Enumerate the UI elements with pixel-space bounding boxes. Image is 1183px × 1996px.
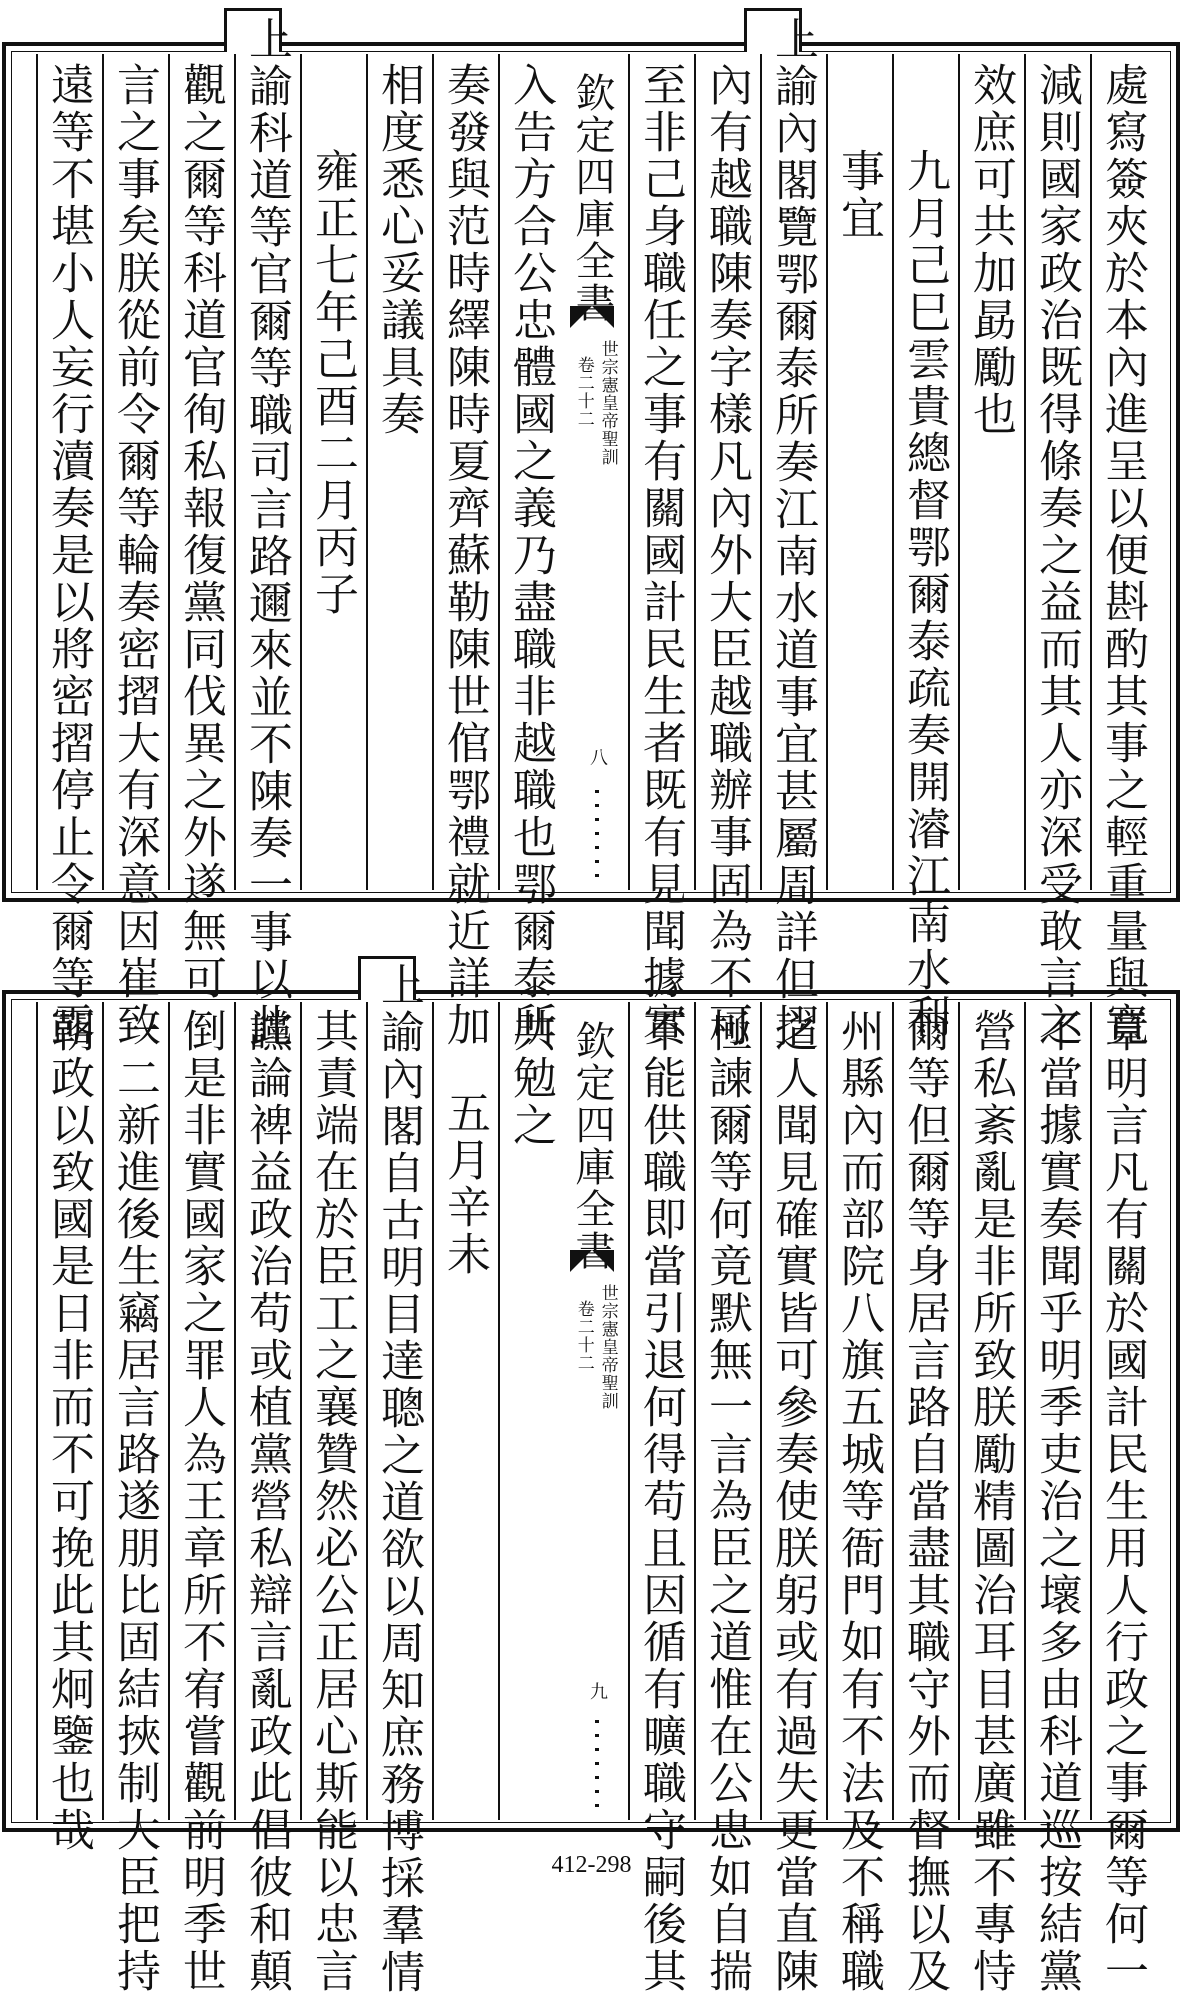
top-center-volume: 卷二十二 (573, 356, 594, 428)
text-column: 爾等但爾等身居言路自當盡其職守外而督撫以及 (899, 1008, 950, 1995)
bottom-center-dots (595, 1720, 599, 1810)
text-column: 事宜 (833, 148, 884, 242)
text-column: 內有越職陳奏字樣凡內外大臣越職辦事固為不可 (701, 62, 752, 1049)
text-column: 之人聞見確實皆可參奏使朕躬或有過失更當直陳 (767, 1008, 818, 1995)
text-column: 共勉之 (505, 1008, 556, 1149)
text-column: 不當據實奏聞乎明季吏治之壞多由科道巡按結黨 (1031, 1008, 1082, 1995)
bottom-center-volume: 卷二十二 (573, 1300, 594, 1372)
top-center-title: 欽定四庫全書 (569, 72, 615, 324)
text-column: 極諫爾等何竟默無一言為臣之道惟在公忠如自揣 (701, 1008, 752, 1995)
text-column: 讜論裨益政治苟或植黨營私辯言亂政此倡彼和顛 (241, 1008, 292, 1995)
edict-column: 上諭科道等官爾等職司言路邇來並不陳奏一事以此 (241, 16, 292, 1050)
text-column: 入告方合公忠體國之義乃盡職非越職也鄂爾泰所 (505, 62, 556, 1049)
top-center-dots (595, 790, 599, 880)
page-footer-number: 412-298 (551, 1852, 632, 1878)
text-column: 章明言凡有關於國計民生用人行政之事爾等何一 (1097, 1008, 1148, 1995)
edict-column: 上諭內閣覽鄂爾泰所奏江南水道事宜甚屬周詳但摺 (767, 16, 818, 1050)
text-column: 九月己巳雲貴總督鄂爾泰疏奏開濬江南水利 (899, 148, 950, 1041)
bottom-center-title: 欽定四庫全書 (569, 1020, 615, 1272)
text-column: 遠等不堪小人妄行瀆奏是以將密摺停止令爾等露 (43, 62, 94, 1049)
text-column: 至非己身職任之事有關國計民生者既有見聞據實 (635, 62, 686, 1049)
bottom-center-page-number: 九 (587, 1682, 608, 1700)
top-center-page-number: 八 (587, 748, 608, 766)
bottom-fish-tail (570, 1250, 614, 1272)
text-column: 效庶可共加勗勵也 (965, 62, 1016, 438)
text-column: 減則國家政治既得條奏之益而其人亦深受敢言之 (1031, 62, 1082, 1049)
text-column: 倒是非實國家之罪人為王章所不宥嘗觀前明季世 (175, 1008, 226, 1995)
date-column: 五月辛未 (439, 1090, 490, 1278)
bottom-center-subtitle: 世宗憲皇帝聖訓 (597, 1284, 618, 1410)
text-column: 處寫簽夾於本內進呈以便斟酌其事之輕重量與寬 (1097, 62, 1148, 1049)
edict-column: 上諭內閣自古明目達聰之道欲以周知庶務博採羣情 (373, 962, 424, 1996)
text-column: 一二新進後生竊居言路遂朋比固結挾制大臣把持 (109, 1008, 160, 1995)
top-center-subtitle: 世宗憲皇帝聖訓 (597, 340, 618, 466)
text-column: 奏發與范時繹陳時夏齊蘇勒陳世倌鄂禮就近詳加 (439, 62, 490, 1049)
date-column: 雍正七年己酉二月丙子 (307, 148, 358, 618)
text-column: 州縣內而部院八旗五城等衙門如有不法及不稱職 (833, 1008, 884, 1995)
text-column: 不能供職即當引退何得苟且因循有曠職守嗣後其 (635, 1008, 686, 1995)
text-column: 營私紊亂是非所致朕勵精圖治耳目甚廣雖不專恃 (965, 1008, 1016, 1995)
text-column: 其責端在於臣工之襄贊然必公正居心斯能以忠言 (307, 1008, 358, 1995)
text-column: 相度悉心妥議具奏 (373, 62, 424, 438)
top-fish-tail (570, 306, 614, 328)
text-column: 言之事矣朕從前令爾等輪奏密摺大有深意因崔致 (109, 62, 160, 1049)
text-column: 朝政以致國是日非而不可挽此其炯鑒也哉 (43, 1008, 94, 1854)
text-column: 觀之爾等科道官徇私報復黨同伐異之外遂無可 (175, 62, 226, 1002)
